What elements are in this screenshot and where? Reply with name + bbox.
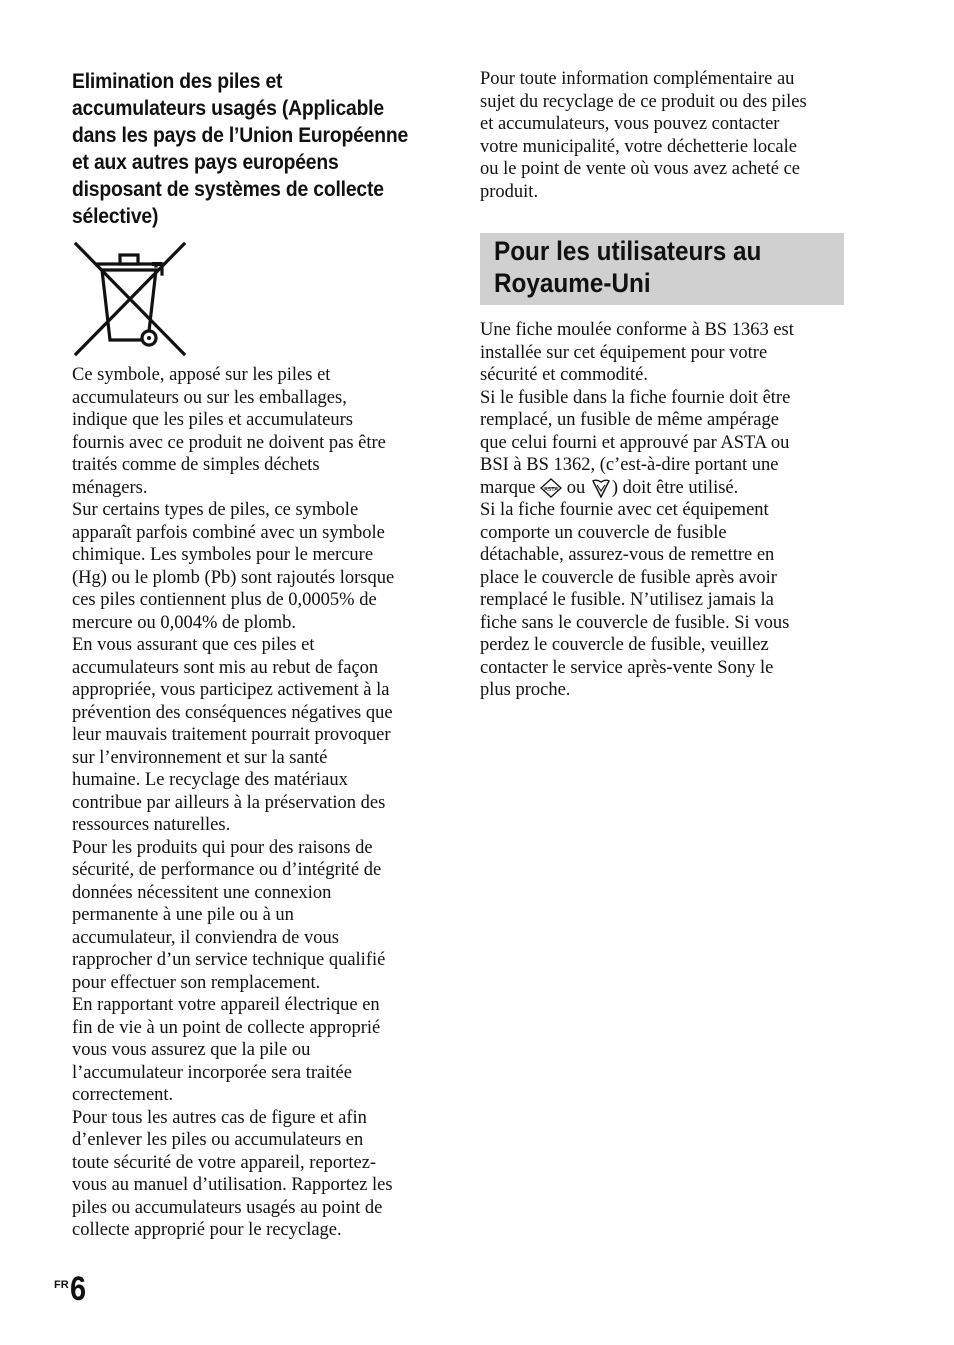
text-line: données nécessitent une connexion (72, 882, 332, 903)
text-line: pour effectuer son remplacement. (72, 972, 321, 993)
text-line: toute sécurité de votre appareil, reportez- (72, 1152, 377, 1173)
text-line: (Hg) ou le plomb (Pb) sont rajoutés lorsque (72, 567, 395, 588)
crossed-out-wheeled-bin-icon (72, 240, 188, 358)
text-line: votre municipalité, votre déchetterie locale (480, 136, 797, 157)
text-line: En vous assurant que ces piles et (72, 635, 315, 655)
text-line: accumulateurs ou sur les emballages, (72, 387, 347, 408)
text-line: ou le point de vente où vous avez acheté ce (480, 159, 801, 179)
text-line: contribue par ailleurs à la préservation des (72, 792, 386, 813)
bsi-kitemark-icon (590, 478, 612, 498)
svg-text:ASTA: ASTA (544, 486, 559, 493)
text-line: fournis avec ce produit ne doivent pas être (72, 432, 386, 453)
text-line: piles ou accumulateurs usagés au point de (72, 1197, 383, 1218)
text-line: sur l’environnement et sur la santé (72, 747, 328, 768)
heading-line: dans les pays de l’Union Européenne (72, 124, 409, 147)
text-line: Ce symbole, apposé sur les piles et (72, 365, 331, 385)
text-line: Une fiche moulée conforme à BS 1363 est (480, 320, 794, 340)
text-line: Pour les produits qui pour des raisons de (72, 837, 373, 858)
text-line: d’enlever les piles ou accumulateurs en (72, 1130, 364, 1150)
text-line: prévention des conséquences négatives que (72, 702, 393, 723)
text-line: perdez le couvercle de fusible, veuillez (480, 635, 769, 655)
left-column (72, 68, 434, 1242)
right-column (480, 68, 844, 702)
heading-line: et aux autres pays européens (72, 151, 339, 174)
text-line: ménagers. (72, 477, 148, 498)
text-line: correctement. (72, 1085, 174, 1105)
heading-line: disposant de systèmes de collecte (72, 178, 384, 201)
text-line: humaine. Le recyclage des matériaux (72, 770, 348, 790)
text-line: ces piles contiennent plus de 0,0005% de (72, 590, 377, 610)
text-line: sujet du recyclage de ce produit ou des piles (480, 91, 807, 112)
battery-disposal-heading (72, 68, 431, 230)
text-line: sécurité, de performance ou d’intégrité de (72, 860, 382, 880)
marks-text-2: ou (562, 477, 590, 498)
text-line: sécurité et commodité. (480, 365, 648, 385)
text-line: accumulateurs sont mis au rebut de façon (72, 657, 379, 678)
text-line: permanente à une pile ou à un (72, 905, 294, 925)
text-line: contacter le service après-vente Sony le (480, 657, 774, 678)
text-line: En rapportant votre appareil électrique en (72, 995, 380, 1015)
text-line: traités comme de simples déchets (72, 455, 320, 475)
page-footer (54, 1270, 89, 1308)
title-line: Royaume-Uni (494, 268, 651, 298)
text-line: l’accumulateur incorporée sera traitée (72, 1062, 352, 1083)
uk-section-header (480, 233, 844, 305)
language-code: FR (54, 1279, 69, 1291)
marks-text-1: marque (480, 477, 541, 498)
text-line: que celui fourni et approuvé par ASTA ou (480, 432, 790, 453)
marks-text-3: ) doit être utilisé. (611, 477, 739, 498)
page-number: 6 (69, 1270, 86, 1308)
text-line: fiche sans le couvercle de fusible. Si vous (480, 612, 790, 633)
text-line: Si le fusible dans la fiche fournie doit être (480, 387, 791, 408)
text-line: vous au manuel d’utilisation. Rapportez les (72, 1175, 393, 1195)
uk-section-title (494, 235, 836, 299)
text-line: rapprocher d’un service technique qualifié (72, 950, 386, 970)
text-line: Pour tous les autres cas de figure et afin (72, 1107, 367, 1128)
text-line: Sur certains types de piles, ce symbole (72, 500, 359, 520)
heading-line: Elimination des piles et (72, 70, 283, 93)
text-line: vous vous assurez que la pile ou (72, 1040, 311, 1060)
text-line: produit. (480, 181, 539, 202)
text-line: indique que les piles et accumulateurs (72, 410, 354, 430)
text-line: appropriée, vous participez activement à la (72, 680, 390, 700)
recycling-info-text (480, 68, 844, 203)
heading-line: sélective) (72, 205, 159, 228)
text-line: apparaît parfois combiné avec un symbole (72, 522, 385, 543)
text-line: chimique. Les symboles pour le mercure (72, 545, 374, 565)
text-line: mercure ou 0,004% de plomb. (72, 612, 296, 633)
uk-plug-text (480, 319, 844, 702)
title-line: Pour les utilisateurs au (494, 236, 762, 266)
text-line: fin de vie à un point de collecte approprié (72, 1017, 381, 1038)
text-line: ressources naturelles. (72, 815, 231, 835)
heading-line: accumulateurs usagés (Applicable (72, 97, 384, 120)
text-line: remplacé le fusible. N’utilisez jamais la (480, 590, 774, 610)
battery-disposal-text (72, 364, 434, 1242)
text-line: et accumulateurs, vous pouvez contacter (480, 114, 780, 134)
text-line: comporte un couvercle de fusible (480, 522, 727, 543)
asta-mark-icon (540, 478, 562, 498)
text-line: remplacé, un fusible de même ampérage (480, 410, 779, 430)
text-line: BSI à BS 1362, (c’est-à-dire portant une (480, 455, 779, 475)
text-line: Pour toute information complémentaire au (480, 69, 795, 89)
marks-line (480, 477, 844, 500)
text-line: plus proche. (480, 680, 571, 700)
text-line: accumulateur, il conviendra de vous (72, 927, 339, 948)
text-line: collecte approprié pour le recyclage. (72, 1220, 342, 1240)
text-line: place le couvercle de fusible après avoir (480, 567, 777, 588)
text-line: détachable, assurez-vous de remettre en (480, 545, 775, 565)
text-line: Si la fiche fournie avec cet équipement (480, 500, 769, 520)
text-line: leur mauvais traitement pourrait provoquer (72, 725, 391, 745)
text-line: installée sur cet équipement pour votre (480, 342, 768, 363)
